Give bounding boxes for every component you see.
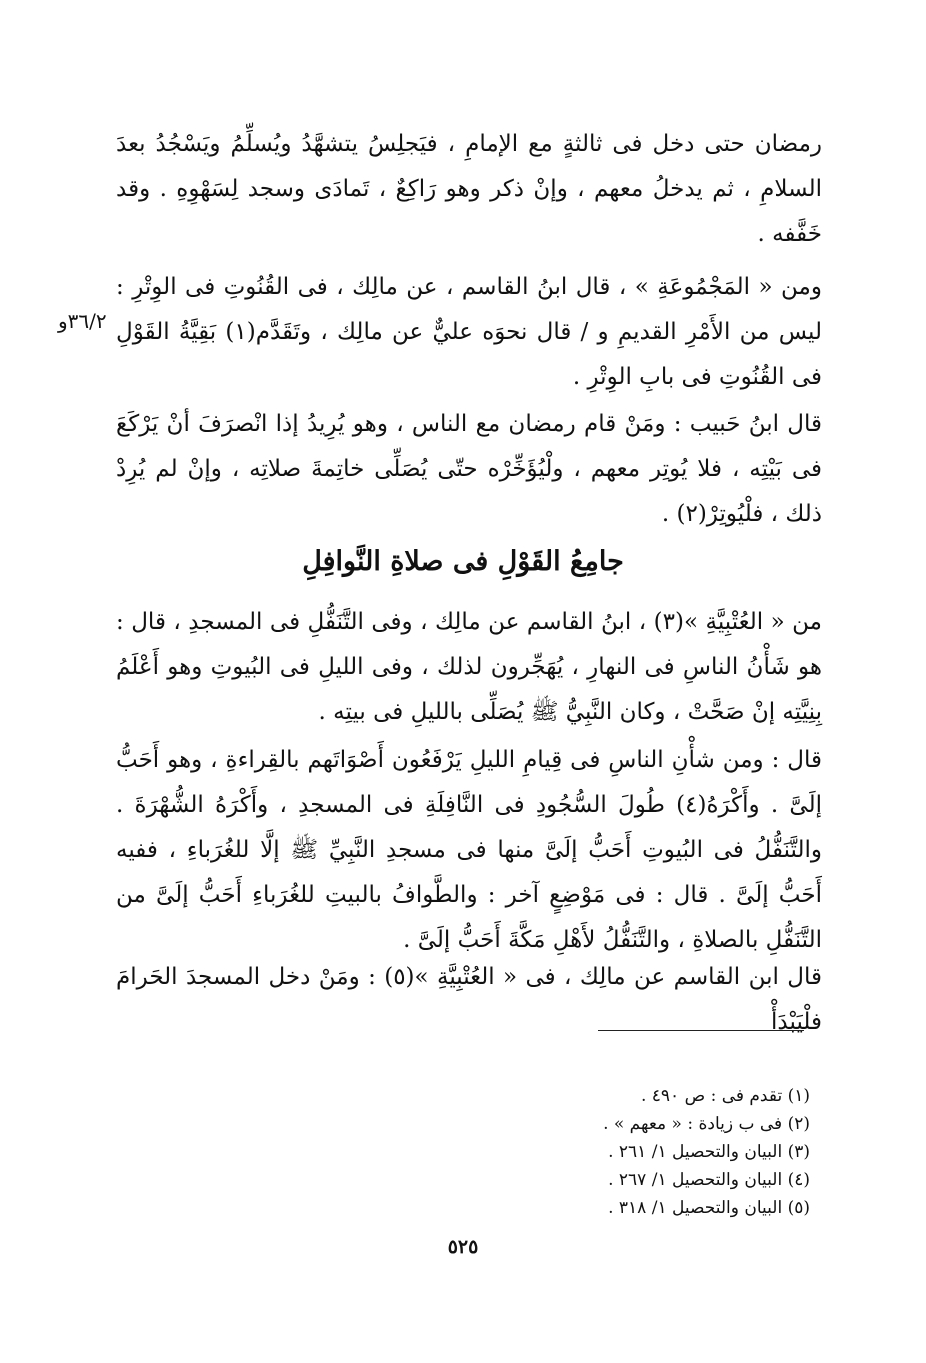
paragraph-text: قال ابن القاسم عن مالِك ، فى « العُتْبِيَّةِ »(٥) : ومَنْ دخل المسجدَ الحَرامَ فلْيَبْدَأْ: [116, 964, 822, 1035]
page-number: ٥٢٥: [447, 1236, 479, 1258]
footnote-item: (٤) البيان والتحصيل ١/ ٢٦٧ .: [608, 1170, 810, 1190]
paragraph-qiyam-layl: [116, 738, 822, 963]
section-heading: جامِعُ القَوْلِ فى صلاةِ النَّوافِلِ: [302, 546, 624, 577]
paragraph-text: رمضان حتى دخل فى ثالثةٍ مع الإمامِ ، فيَجلِسُ يتشهَّدُ ويُسلِّمُ ويَسْجُدُ بعدَ السلامِ ، ثم يدخلُ معهم ، وإنْ ذكر وهو رَاكِعٌ ، تَمادَى وسجد لِسَهْوِهِ . وقد خَفَّفه .: [116, 131, 822, 247]
footnote-item: (٢) فى ب زيادة : « معهم » .: [603, 1114, 810, 1134]
paragraph-tanafful-masjid: [116, 600, 822, 735]
paragraph-masjid-haram: [116, 955, 822, 1045]
footnotes-list: [410, 1082, 810, 1222]
manuscript-folio-note: ٣٦/٢و: [58, 309, 107, 333]
paragraph-text: قال ابنُ حَبيب : ومَنْ قام رمضان مع الناس ، وهو يُرِيدُ إذا انْصرَفَ أنْ يَرْكَعَ فى بَيْتِه ، فلا يُوتِر معهم ، ولْيُؤَخِّرْه حتّى يُصَلِّى خاتِمةَ صلاتِه ، وإنْ لم يُرِدْ ذلك ، فلْيُوتِرْ(٢) .: [116, 411, 822, 527]
footnote-divider: [598, 1030, 804, 1031]
paragraph-text: من « العُتْبِيَّةِ »(٣) ، ابنُ القاسم عن مالِك ، وفى التَّنَفُّلِ فى المسجدِ ، قال : هو شَأْنُ الناسِ فى النهارِ ، يُهَجِّرون لذلك ، وفى الليلِ فى البُيوتِ وهو أَعْلَمُ بِنِيَّتِه إنْ صَحَّتْ ، وكان النَّبِيُّ ﷺ يُصَلِّى بالليلِ فى بيتِه .: [116, 609, 822, 725]
footnote-item: (٣) البيان والتحصيل ١/ ٢٦١ .: [608, 1142, 810, 1162]
paragraph-ramadan-sahw: [116, 122, 822, 257]
paragraph-text: ومن « المَجْمُوعَةِ » ، قال ابنُ القاسم ، عن مالِك ، فى القُنُوتِ فى الوِتْرِ : ليس من الأَمْرِ القديمِ و / قال نحوَه عليٌّ عن مالِك ، وتَقَدَّم(١) بَقِيَّةُ القَوْلِ فى القُنُوتِ فى بابِ الوِتْرِ .: [116, 274, 822, 390]
paragraph-text: قال : ومن شأْنِ الناسِ فى قِيامِ الليلِ يَرْفَعُون أَصْوَاتَهم بالقِراءةِ ، وهو أَحَبُّ إلَىَّ . وأَكْرَهُ(٤) طُولَ السُّجُودِ فى النَّافِلَةِ فى المسجدِ ، وأَكْرَهُ الشُّهْرَةَ . والتَّنَفُّلُ فى البُيوتِ أَحَبُّ إلَىَّ منها فى مسجدِ النَّبِيِّ ﷺ إلَّا للغُرَباءِ ، ففيه أَحَبُّ إلَىَّ . قال : فى مَوْضِعٍ آخر : والطَّوافُ بالبيتِ للغُرَباءِ أَحَبُّ إلَىَّ من التَّنَفُّلِ بالصلاةِ ، والتَّنَفُّلُ لأَهْلِ مَكَّةَ أَحَبُّ إلَىَّ .: [116, 747, 822, 953]
footnote-item: (٥) البيان والتحصيل ١/ ٣١٨ .: [608, 1198, 810, 1218]
footnote-item: (١) تقدم فى : ص ٤٩٠ .: [640, 1086, 810, 1106]
paragraph-ibn-habib: [116, 402, 822, 537]
paragraph-qunut: [116, 265, 822, 400]
